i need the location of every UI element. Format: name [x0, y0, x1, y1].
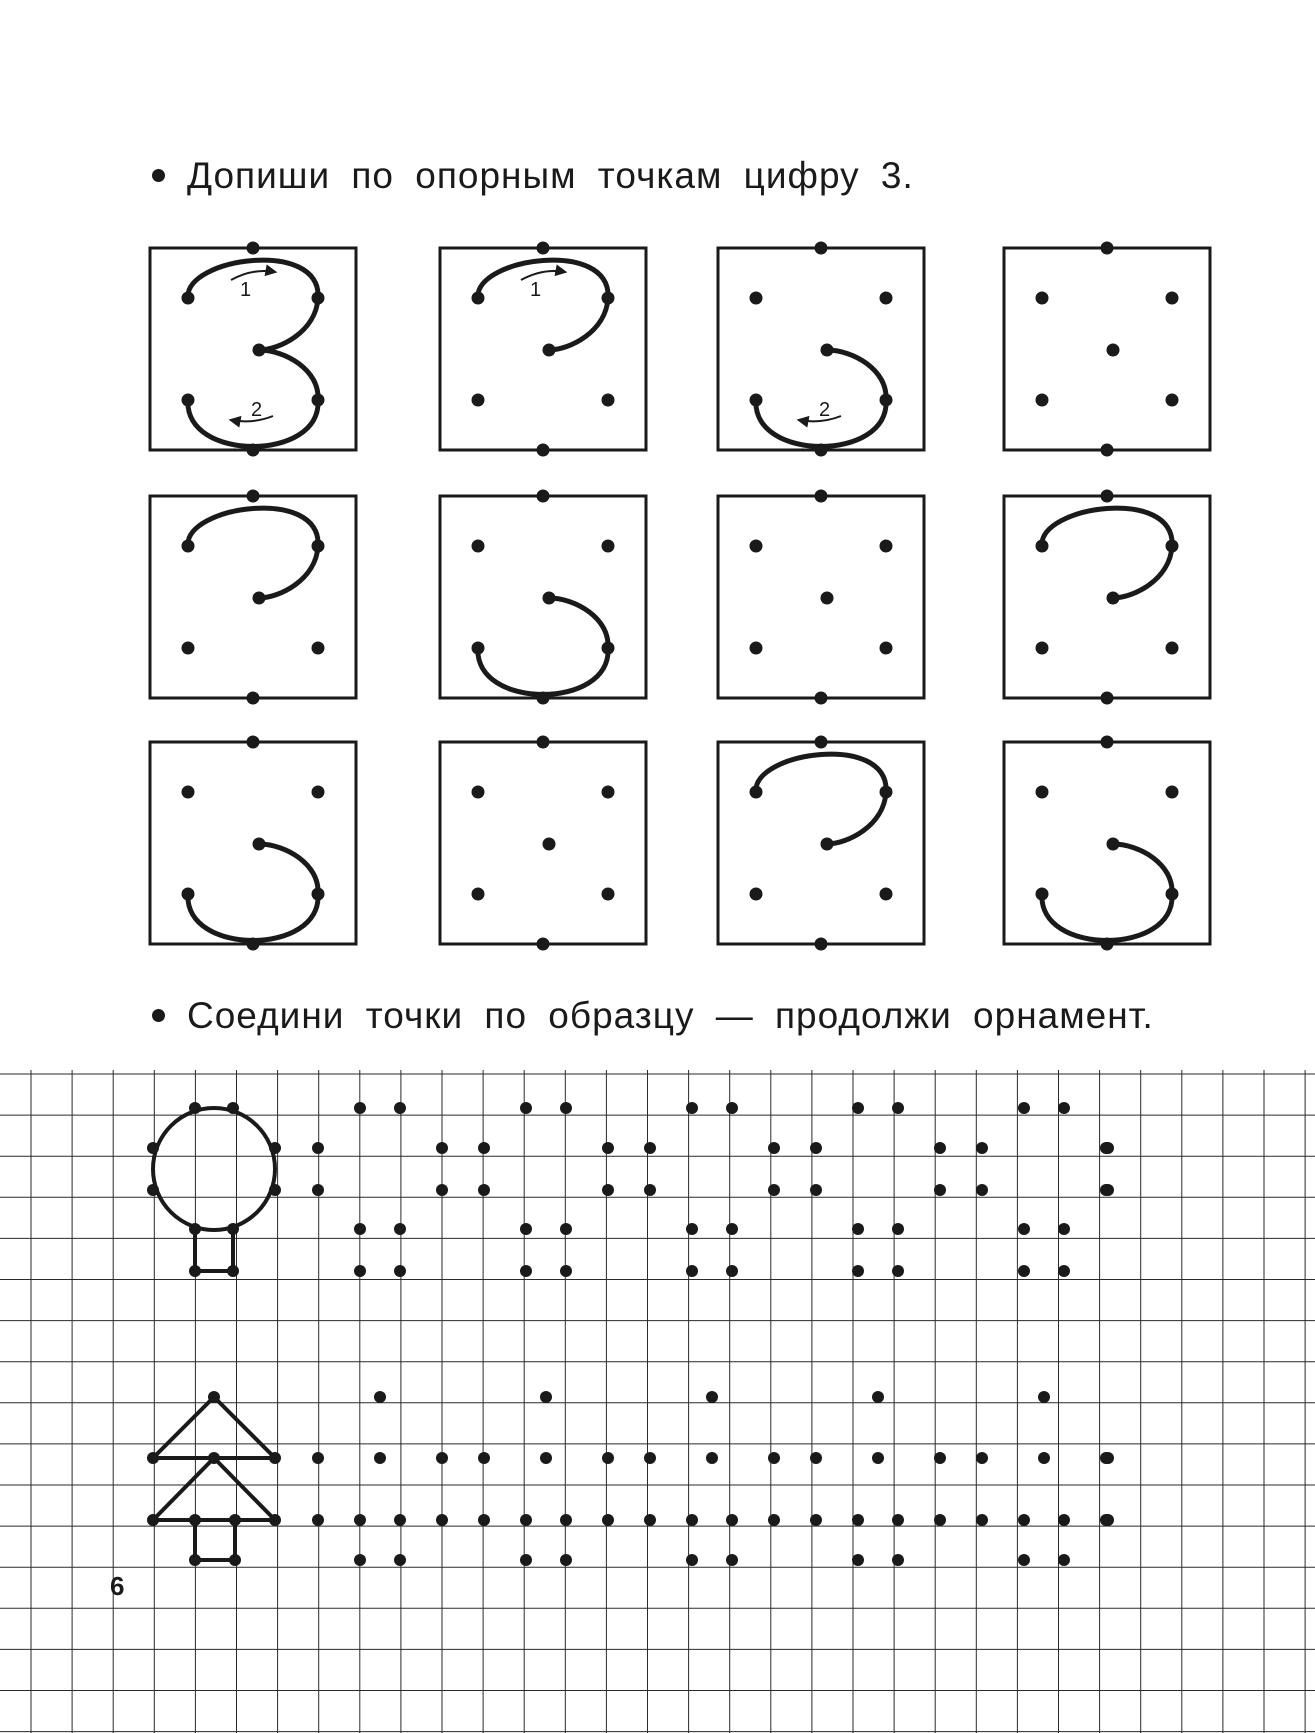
- ornament-dot: [227, 1223, 239, 1235]
- ornament-dot: [229, 1554, 241, 1566]
- reference-dot: [1036, 642, 1049, 655]
- reference-dot: [1107, 838, 1120, 851]
- ornament-dot: [560, 1554, 572, 1566]
- reference-dot: [602, 292, 615, 305]
- ornament-dot: [1018, 1223, 1030, 1235]
- reference-dot: [1036, 394, 1049, 407]
- reference-dot: [880, 394, 893, 407]
- ornament-dot: [706, 1452, 718, 1464]
- reference-dot: [247, 736, 260, 749]
- ornament-dot: [892, 1223, 904, 1235]
- ornament-dot: [686, 1514, 698, 1526]
- reference-dot: [1036, 888, 1049, 901]
- ornament-dot: [1018, 1265, 1030, 1277]
- ornament-dot: [602, 1452, 614, 1464]
- reference-dot: [815, 444, 828, 457]
- ornament-dot: [1058, 1514, 1070, 1526]
- sample-tree-bottom: [153, 1458, 275, 1520]
- reference-dot: [312, 888, 325, 901]
- ornament-dot: [934, 1184, 946, 1196]
- ornament-dot: [1102, 1452, 1114, 1464]
- ornament-dot: [560, 1223, 572, 1235]
- reference-dot: [182, 642, 195, 655]
- ornament-dot: [852, 1514, 864, 1526]
- digit-tile: [718, 736, 924, 951]
- ornament-dot: [976, 1514, 988, 1526]
- ornament-dot: [354, 1102, 366, 1114]
- ornament-dot: [1058, 1265, 1070, 1277]
- ornament-dot: [208, 1452, 220, 1464]
- reference-dot: [1101, 938, 1114, 951]
- ornament-dot: [686, 1554, 698, 1566]
- digit-tile: [440, 736, 646, 951]
- ornament-dot: [269, 1142, 281, 1154]
- ornament-dot: [726, 1102, 738, 1114]
- reference-dot: [537, 444, 550, 457]
- ornament-dot: [686, 1102, 698, 1114]
- digit-tile: [440, 490, 646, 705]
- ornament-dot: [644, 1452, 656, 1464]
- ornament-dot: [189, 1265, 201, 1277]
- reference-dot: [1101, 444, 1114, 457]
- reference-dot: [1101, 692, 1114, 705]
- ornament-dot: [354, 1514, 366, 1526]
- squared-grid: [0, 1070, 1315, 1733]
- digit-bottom-arc: [1042, 844, 1172, 941]
- sample-circle: [153, 1108, 275, 1230]
- reference-dot: [1036, 786, 1049, 799]
- digit-top-arc: [756, 754, 886, 844]
- reference-dot: [750, 394, 763, 407]
- reference-dot: [750, 888, 763, 901]
- reference-dot: [1036, 540, 1049, 553]
- ornament-dot: [686, 1265, 698, 1277]
- ornament-dot: [436, 1452, 448, 1464]
- reference-dot: [182, 888, 195, 901]
- ornament-dot: [189, 1102, 201, 1114]
- digit-tile: [1004, 242, 1210, 457]
- stroke-arrow-icon: [521, 271, 565, 280]
- ornament-dot: [768, 1184, 780, 1196]
- ornament-dot: [540, 1391, 552, 1403]
- reference-dot: [543, 592, 556, 605]
- ornament-dot: [147, 1142, 159, 1154]
- reference-dot: [821, 344, 834, 357]
- ornament-dot: [852, 1265, 864, 1277]
- reference-dot: [182, 786, 195, 799]
- ornament-dot: [852, 1102, 864, 1114]
- ornament-dot: [976, 1184, 988, 1196]
- ornament-dot: [520, 1102, 532, 1114]
- sample-tree-top: [153, 1397, 275, 1458]
- reference-dot: [602, 642, 615, 655]
- ornament-dot: [934, 1452, 946, 1464]
- stroke-order-label: 1: [240, 279, 252, 301]
- reference-dot: [815, 736, 828, 749]
- ornament-dot: [872, 1452, 884, 1464]
- ornament-dot: [374, 1452, 386, 1464]
- ornament-dot: [374, 1391, 386, 1403]
- reference-dot: [312, 786, 325, 799]
- ornament-dot: [560, 1102, 572, 1114]
- ornament-dot: [1018, 1554, 1030, 1566]
- ornament-dot: [189, 1223, 201, 1235]
- reference-dot: [312, 642, 325, 655]
- reference-dot: [537, 692, 550, 705]
- reference-dot: [815, 692, 828, 705]
- digit-top-arc: [478, 260, 608, 350]
- reference-dot: [815, 490, 828, 503]
- ornament-dots: [147, 1102, 1114, 1566]
- ornament-dot: [1018, 1514, 1030, 1526]
- ornament-dot: [394, 1102, 406, 1114]
- reference-dot: [537, 736, 550, 749]
- reference-dot: [537, 242, 550, 255]
- digit-tile: [1004, 490, 1210, 705]
- ornament-dot: [810, 1514, 822, 1526]
- digit-tiles: [150, 242, 1210, 951]
- reference-dot: [182, 540, 195, 553]
- reference-dot: [253, 838, 266, 851]
- reference-dot: [312, 540, 325, 553]
- reference-dot: [472, 786, 485, 799]
- ornament-dot: [934, 1142, 946, 1154]
- reference-dot: [543, 838, 556, 851]
- task-text: Допиши по опорным точкам цифру 3.: [187, 155, 914, 196]
- ornament-dot: [644, 1184, 656, 1196]
- ornament-dot: [269, 1514, 281, 1526]
- ornament-dot: [1102, 1142, 1114, 1154]
- stroke-order-label: 2: [251, 399, 263, 421]
- ornament-dot: [354, 1554, 366, 1566]
- reference-dot: [1166, 394, 1179, 407]
- reference-dot: [880, 642, 893, 655]
- reference-dot: [602, 540, 615, 553]
- reference-dot: [312, 292, 325, 305]
- ornament-dot: [1058, 1223, 1070, 1235]
- reference-dot: [537, 938, 550, 951]
- ornament-dot: [726, 1223, 738, 1235]
- ornament-dot: [810, 1184, 822, 1196]
- reference-dot: [472, 394, 485, 407]
- reference-dot: [815, 242, 828, 255]
- ornament-dot: [520, 1514, 532, 1526]
- reference-dot: [472, 642, 485, 655]
- ornament-dot: [189, 1554, 201, 1566]
- ornament-dot: [560, 1514, 572, 1526]
- reference-dot: [472, 888, 485, 901]
- ornament-dot: [312, 1184, 324, 1196]
- reference-dot: [1166, 786, 1179, 799]
- reference-dot: [1166, 292, 1179, 305]
- ornament-dot: [644, 1142, 656, 1154]
- ornament-dot: [208, 1391, 220, 1403]
- ornament-dot: [1038, 1391, 1050, 1403]
- ornament-dot: [189, 1514, 201, 1526]
- ornament-dot: [520, 1223, 532, 1235]
- reference-dot: [880, 292, 893, 305]
- ornament-dot: [394, 1514, 406, 1526]
- digit-bottom-arc: [478, 598, 608, 695]
- digit-top-arc: [188, 508, 318, 598]
- reference-dot: [182, 394, 195, 407]
- ornament-dot: [726, 1265, 738, 1277]
- ornament-dot: [1102, 1184, 1114, 1196]
- reference-dot: [182, 292, 195, 305]
- ornament-dot: [478, 1452, 490, 1464]
- ornament-dot: [892, 1514, 904, 1526]
- ornament-dot: [478, 1184, 490, 1196]
- ornament-dot: [892, 1102, 904, 1114]
- ornament-dot: [436, 1142, 448, 1154]
- digit-tile: [150, 490, 356, 705]
- reference-dot: [1101, 736, 1114, 749]
- reference-dot: [472, 292, 485, 305]
- reference-dot: [821, 838, 834, 851]
- ornament-dot: [768, 1452, 780, 1464]
- ornament-dot: [1058, 1102, 1070, 1114]
- reference-dot: [1166, 540, 1179, 553]
- ornament-dot: [602, 1514, 614, 1526]
- ornament-dot: [227, 1265, 239, 1277]
- ornament-dot: [1102, 1514, 1114, 1526]
- ornament-dot: [520, 1265, 532, 1277]
- reference-dot: [750, 642, 763, 655]
- digit-bottom-arc: [188, 844, 318, 941]
- ornament-dot: [602, 1184, 614, 1196]
- reference-dot: [1107, 344, 1120, 357]
- ornament-dot: [312, 1514, 324, 1526]
- page-number: 6: [110, 1571, 125, 1601]
- ornament-dot: [810, 1142, 822, 1154]
- ornament-dot: [602, 1142, 614, 1154]
- digit-tile: [1004, 736, 1210, 951]
- ornament-dot: [726, 1514, 738, 1526]
- ornament-dot: [892, 1265, 904, 1277]
- ornament-dot: [768, 1514, 780, 1526]
- ornament-dot: [269, 1452, 281, 1464]
- task-text: Соедини точки по образцу — продолжи орнамент.: [187, 995, 1154, 1036]
- ornament-dot: [478, 1142, 490, 1154]
- ornament-dot: [394, 1265, 406, 1277]
- ornament-dot: [394, 1554, 406, 1566]
- ornament-dot: [976, 1142, 988, 1154]
- ornament-dot: [644, 1514, 656, 1526]
- stroke-order-label: 1: [530, 279, 542, 301]
- digit-top-arc: [188, 260, 318, 350]
- ornament-dot: [768, 1142, 780, 1154]
- reference-dot: [247, 444, 260, 457]
- ornament-dot: [394, 1223, 406, 1235]
- reference-dot: [543, 344, 556, 357]
- reference-dot: [880, 888, 893, 901]
- ornament-dot: [872, 1391, 884, 1403]
- ornament-dot: [436, 1184, 448, 1196]
- sample-stem: [195, 1229, 233, 1271]
- ornament-dot: [706, 1391, 718, 1403]
- digit-tile: [150, 736, 356, 951]
- ornament-dot: [852, 1223, 864, 1235]
- reference-dot: [602, 786, 615, 799]
- stroke-arrow-icon: [231, 271, 275, 280]
- reference-dot: [750, 786, 763, 799]
- ornament-dot: [147, 1514, 159, 1526]
- reference-dot: [247, 938, 260, 951]
- ornament-dot: [436, 1514, 448, 1526]
- ornament-dot: [520, 1554, 532, 1566]
- reference-dot: [247, 692, 260, 705]
- reference-dot: [1036, 292, 1049, 305]
- ornament-dot: [227, 1102, 239, 1114]
- ornament-dot: [976, 1452, 988, 1464]
- ornament-dot: [1038, 1452, 1050, 1464]
- ornament-dot: [354, 1223, 366, 1235]
- reference-dot: [880, 540, 893, 553]
- ornament-dot: [147, 1184, 159, 1196]
- ornament-dot: [726, 1554, 738, 1566]
- ornament-dot: [540, 1452, 552, 1464]
- reference-dot: [750, 292, 763, 305]
- reference-dot: [750, 540, 763, 553]
- ornament-dot: [934, 1514, 946, 1526]
- reference-dot: [247, 242, 260, 255]
- reference-dot: [472, 540, 485, 553]
- ornament-dot: [1058, 1554, 1070, 1566]
- ornament-dot: [686, 1223, 698, 1235]
- stroke-order-label: 2: [819, 399, 831, 421]
- reference-dot: [1166, 642, 1179, 655]
- digit-tile: [718, 490, 924, 705]
- digit-tile: [440, 242, 646, 457]
- digit-tile: [718, 242, 924, 457]
- ornament-dot: [852, 1554, 864, 1566]
- reference-dot: [1107, 592, 1120, 605]
- reference-dot: [1101, 242, 1114, 255]
- reference-dot: [312, 394, 325, 407]
- reference-dot: [602, 394, 615, 407]
- ornament-dot: [312, 1142, 324, 1154]
- ornament-dot: [269, 1184, 281, 1196]
- reference-dot: [815, 938, 828, 951]
- reference-dot: [880, 786, 893, 799]
- reference-dot: [247, 490, 260, 503]
- ornament-dot: [354, 1265, 366, 1277]
- ornament-dot: [892, 1554, 904, 1566]
- ornament-dot: [810, 1452, 822, 1464]
- ornament-dot: [478, 1514, 490, 1526]
- reference-dot: [537, 490, 550, 503]
- reference-dot: [602, 888, 615, 901]
- ornament-dot: [229, 1514, 241, 1526]
- reference-dot: [253, 344, 266, 357]
- digit-tile: [150, 242, 356, 457]
- reference-dot: [1166, 888, 1179, 901]
- ornament-dot: [560, 1265, 572, 1277]
- reference-dot: [1101, 490, 1114, 503]
- ornament-dot: [1018, 1102, 1030, 1114]
- ornament-dot: [312, 1452, 324, 1464]
- ornament-dot: [147, 1452, 159, 1464]
- reference-dot: [253, 592, 266, 605]
- reference-dot: [821, 592, 834, 605]
- digit-top-arc: [1042, 508, 1172, 598]
